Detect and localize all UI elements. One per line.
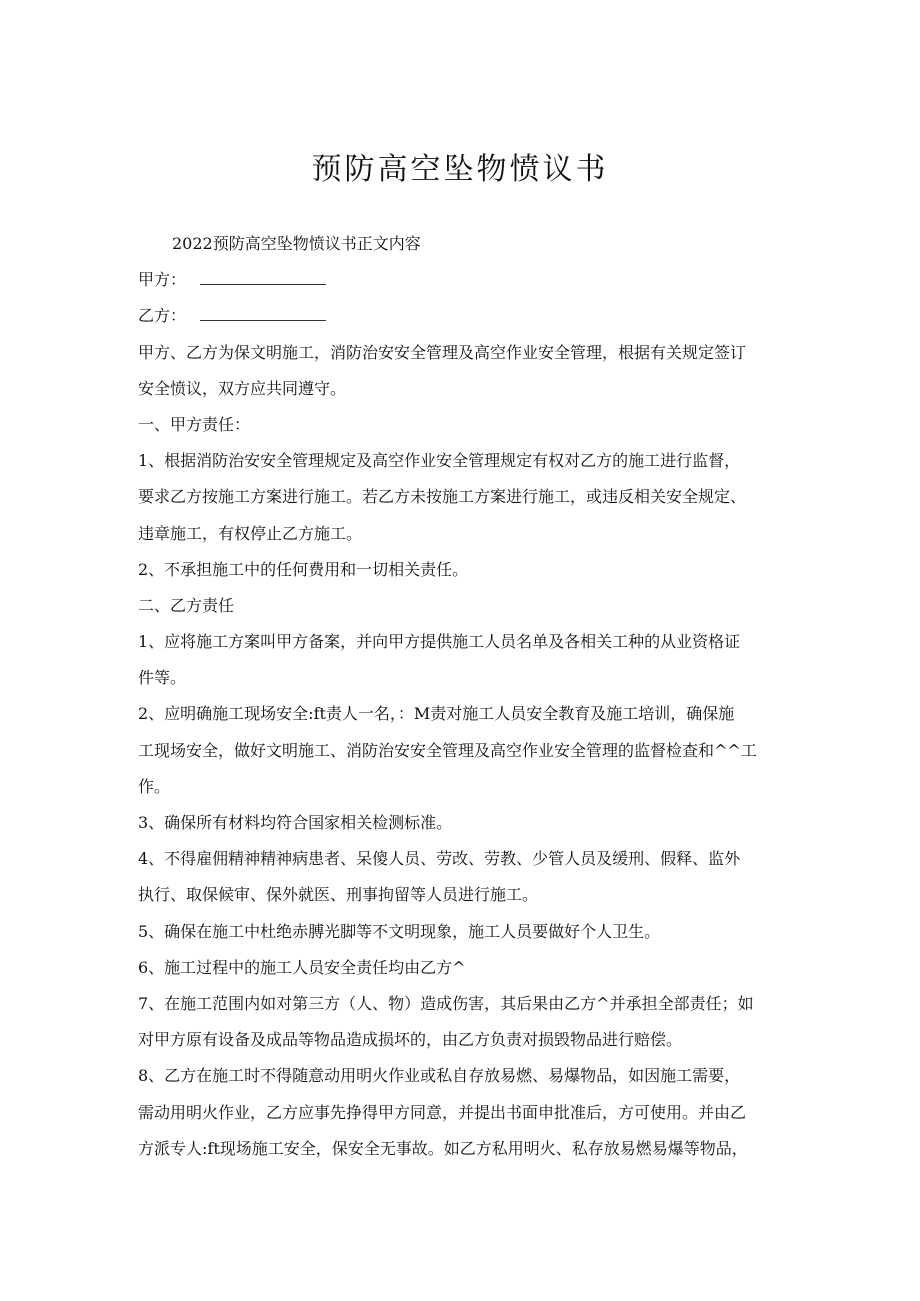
- paragraph-line: 6、施工过程中的施工人员安全责任均由乙方^: [138, 957, 466, 977]
- paragraph-line: 1、根据消防治安安全管理规定及高空作业安全管理规定有权对乙方的施工进行监督，: [138, 451, 741, 471]
- paragraph-line: 2、应明确施工现场安全:ft责人一名，：M责对施工人员安全教育及施工培训，确保施: [138, 704, 735, 724]
- document-subtitle: 2022预防高空坠物愤议书正文内容: [172, 234, 421, 253]
- section-heading: 一、甲方责任：: [138, 414, 251, 434]
- paragraph-line: 1、应将施工方案叫甲方备案，并向甲方提供施工人员名单及各相关工种的从业资格证: [138, 632, 741, 652]
- paragraph-line: 安全愤议，双方应共同遵守。: [138, 378, 347, 398]
- paragraph-line: 7、在施工范围内如对第三方（人、物）造成伤害，其后果由乙方^并承担全部责任；如: [138, 993, 754, 1013]
- paragraph-line: 方派专人:ft现场施工安全，保安全无事故。如乙方私用明火、私存放易燃易爆等物品，: [138, 1138, 748, 1158]
- paragraph-line: 违章施工，有权停止乙方施工。: [138, 523, 363, 543]
- paragraph-line: 对甲方原有设备及成品等物品造成损坏的，由乙方负责对损毁物品进行赔偿。: [138, 1030, 683, 1050]
- paragraph-line: 8、乙方在施工时不得随意动用明火作业或私自存放易燃、易爆物品，如因施工需要，: [138, 1066, 741, 1086]
- paragraph-line: 件等。: [138, 668, 187, 688]
- party-b-row: [138, 298, 800, 334]
- party-a-blank-line: [200, 264, 326, 285]
- party-b-blank-line: [200, 300, 326, 321]
- paragraph-line: 作。: [138, 776, 171, 796]
- paragraph-line: 工现场安全，做好文明施工、消防治安安全管理及高空作业安全管理的监督检查和^^工: [138, 740, 757, 760]
- paragraph-line: 要求乙方按施工方案进行施工。若乙方未按施工方案进行施工，或违反相关安全规定、: [138, 487, 747, 507]
- paragraph-line: 甲方、乙方为保文明施工，消防治安安全管理及高空作业安全管理，根据有关规定签订: [138, 342, 747, 362]
- document-body: [138, 226, 800, 1167]
- paragraph-line: 5、确保在施工中杜绝赤膊光脚等不文明现象，施工人员要做好个人卫生。: [138, 921, 661, 941]
- paragraph-line: 3、确保所有材料均符合国家相关检测标准。: [138, 813, 453, 832]
- party-a-row: [138, 262, 800, 298]
- document-title: 预防高空坠物愤议书: [311, 152, 609, 187]
- section-heading: 二、乙方责任: [138, 595, 235, 615]
- party-a-label: 甲方：: [138, 270, 187, 290]
- paragraph-line: 2、不承担施工中的任何费用和一切相关责任。: [138, 559, 469, 579]
- paragraph-line: 4、不得雇佣精神精神病患者、呆傻人员、劳改、劳教、少管人员及缓刑、假释、监外: [138, 849, 741, 869]
- paragraph-line: 需动用明火作业，乙方应事先挣得甲方同意，并提出书面申批准后，方可使用。并由乙: [138, 1102, 747, 1122]
- party-b-label: 乙方：: [138, 306, 187, 326]
- paragraph-line: 执行、取保候审、保外就医、刑事拘留等人员进行施工。: [138, 885, 539, 905]
